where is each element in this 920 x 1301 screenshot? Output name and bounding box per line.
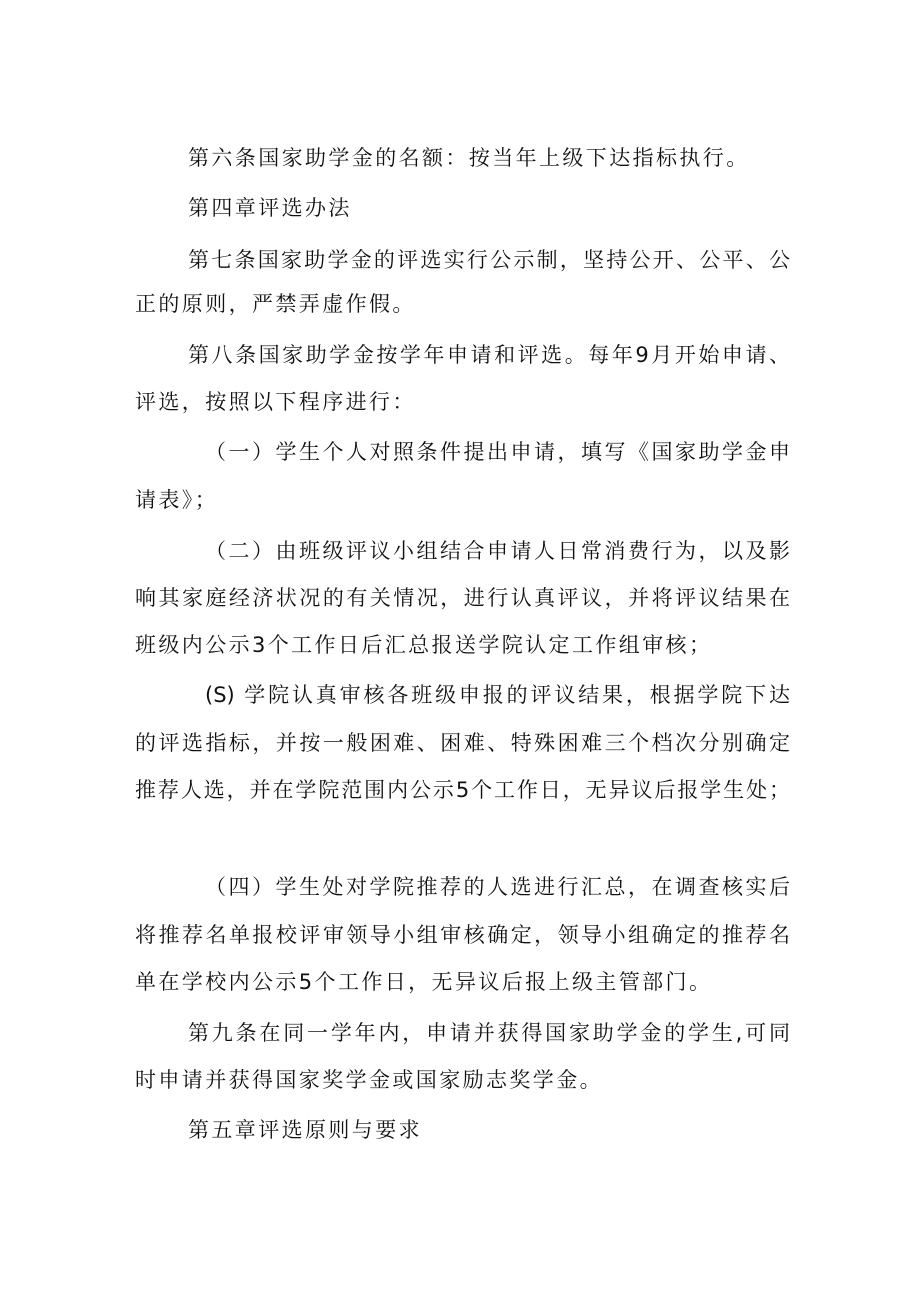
- chapter-4-heading: 第四章评选办法: [188, 196, 352, 220]
- article-6: 第六条国家助学金的名额：按当年上级下达指标执行。: [188, 146, 750, 170]
- article-7-line-2: 正的原则，严禁弄虚作假。: [135, 292, 416, 316]
- article-9-line-2: 时申请并获得国家奖学金或国家励志奖学金。: [135, 1068, 603, 1092]
- article-9-line-1: 第九条在同一学年内，申请并获得国家助学金的学生,可同: [188, 1021, 790, 1045]
- article-8-line-2: 评选，按照以下程序进行：: [135, 390, 416, 414]
- chapter-5-heading: 第五章评选原则与要求: [188, 1118, 422, 1142]
- item-4-line-2: 将推荐名单报校评审领导小组审核确定，领导小组确定的推荐名: [135, 923, 790, 947]
- article-8-line-1: 第八条国家助学金按学年申请和评选。每年9月开始申请、: [188, 343, 790, 367]
- item-2-line-2: 响其家庭经济状况的有关情况，进行认真评议，并将评议结果在: [135, 586, 790, 610]
- item-4-line-1: （四）学生处对学院推荐的人选进行汇总，在调查核实后: [205, 875, 790, 899]
- item-3-line-1: (S) 学院认真审核各班级申报的评议结果，根据学院下达: [205, 683, 790, 707]
- item-3-line-2: 的评选指标，并按一般困难、困难、特殊困难三个档次分别确定: [135, 731, 790, 755]
- item-2-line-3: 班级内公示3个工作日后汇总报送学院认定工作组审核；: [135, 633, 713, 657]
- item-4-line-3: 单在学校内公示5个工作日，无异议后报上级主管部门。: [135, 970, 713, 994]
- item-3-line-3: 推荐人选，并在学院范围内公示5个工作日，无异议后报学生处；: [135, 778, 790, 802]
- item-1-line-1: （一）学生个人对照条件提出申请，填写《国家助学金申: [205, 440, 790, 464]
- item-2-line-1: （二）由班级评议小组结合申请人日常消费行为，以及影: [205, 539, 790, 563]
- item-1-line-2: 请表》；: [135, 488, 219, 512]
- article-7-line-1: 第七条国家助学金的评选实行公示制，坚持公开、公平、公: [188, 248, 790, 272]
